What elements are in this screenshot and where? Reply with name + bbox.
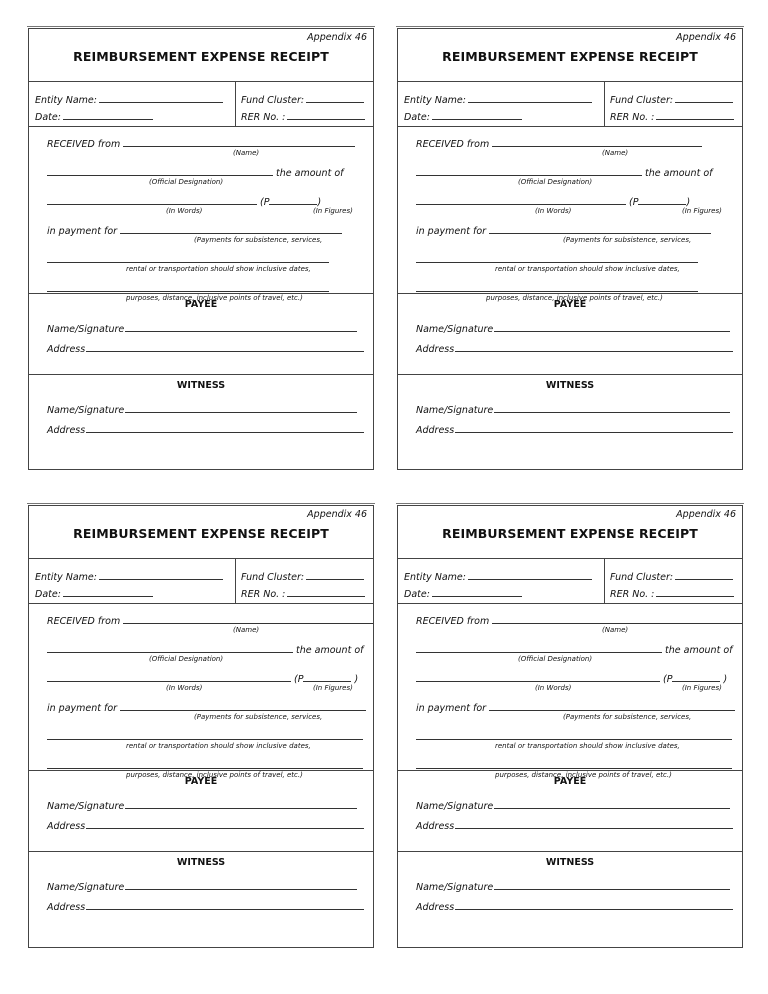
peso-open: (P bbox=[663, 674, 673, 685]
payment-note-3: purposes, distance, inclusive points of travel, etc.) bbox=[486, 294, 663, 302]
date-label: Date: bbox=[35, 112, 61, 123]
amount-words-field[interactable] bbox=[416, 672, 727, 685]
payee-address-field[interactable] bbox=[47, 342, 364, 355]
rer-number-label: RER No. : bbox=[241, 112, 286, 123]
words-caption: (In Words) bbox=[166, 207, 203, 215]
address-label: Address bbox=[416, 344, 455, 355]
witness-title: WITNESS bbox=[545, 380, 595, 391]
appendix-label: Appendix 46 bbox=[676, 32, 736, 43]
entity-name-field[interactable] bbox=[35, 93, 223, 106]
peso-close: ) bbox=[686, 197, 691, 208]
payment-note-2: rental or transportation should show inclusive dates, bbox=[126, 265, 311, 273]
witness-address-field[interactable] bbox=[47, 423, 364, 436]
received-from-field[interactable] bbox=[47, 614, 373, 627]
name-caption: (Name) bbox=[233, 626, 260, 634]
figures-caption: (In Figures) bbox=[682, 207, 722, 215]
receipt-body bbox=[29, 604, 373, 779]
meta-divider bbox=[235, 82, 236, 126]
date-label: Date: bbox=[404, 589, 430, 600]
payment-note-1: (Payments for subsistence, services, bbox=[563, 713, 692, 721]
payment-note-3: purposes, distance, inclusive points of travel, etc.) bbox=[126, 771, 303, 779]
receipt-body bbox=[398, 127, 742, 302]
fund-cluster-field[interactable] bbox=[610, 93, 733, 106]
figures-caption: (In Figures) bbox=[313, 684, 353, 692]
witness-name-signature-field[interactable] bbox=[416, 403, 730, 416]
payee-title: PAYEE bbox=[553, 299, 587, 310]
appendix-label: Appendix 46 bbox=[676, 509, 736, 520]
peso-open: (P bbox=[260, 197, 270, 208]
peso-open: (P bbox=[294, 674, 304, 685]
rer-number-field[interactable] bbox=[610, 587, 734, 600]
peso-close: ) bbox=[723, 674, 728, 685]
name-caption: (Name) bbox=[602, 626, 629, 634]
witness-section bbox=[398, 375, 742, 454]
receipt-title: REIMBURSEMENT EXPENSE RECEIPT bbox=[73, 526, 329, 541]
address-label: Address bbox=[47, 425, 86, 436]
receipt-title: REIMBURSEMENT EXPENSE RECEIPT bbox=[442, 49, 698, 64]
rer-number-label: RER No. : bbox=[241, 589, 286, 600]
receipt-form-4 bbox=[397, 505, 743, 948]
address-label: Address bbox=[416, 902, 455, 913]
amount-of-label: the amount of bbox=[276, 168, 344, 179]
payment-note-2: rental or transportation should show inclusive dates, bbox=[495, 265, 680, 273]
rer-number-field[interactable] bbox=[241, 110, 365, 123]
address-label: Address bbox=[47, 902, 86, 913]
date-field[interactable] bbox=[35, 110, 153, 123]
payment-note-1: (Payments for subsistence, services, bbox=[563, 236, 692, 244]
peso-close: ) bbox=[317, 197, 322, 208]
meta-divider bbox=[604, 82, 605, 126]
payee-section bbox=[29, 294, 373, 375]
payment-for-label: in payment for bbox=[47, 226, 118, 237]
name-signature-label: Name/Signature bbox=[47, 324, 125, 335]
rer-number-label: RER No. : bbox=[610, 112, 655, 123]
received-from-field[interactable] bbox=[416, 137, 702, 150]
witness-title: WITNESS bbox=[545, 857, 595, 868]
witness-section bbox=[29, 375, 373, 454]
name-signature-label: Name/Signature bbox=[416, 405, 494, 416]
payee-address-field[interactable] bbox=[47, 819, 364, 832]
fund-cluster-field[interactable] bbox=[241, 570, 364, 583]
date-label: Date: bbox=[404, 112, 430, 123]
payee-section bbox=[398, 294, 742, 375]
figures-caption: (In Figures) bbox=[682, 684, 722, 692]
entity-name-field[interactable] bbox=[404, 93, 592, 106]
witness-name-signature-field[interactable] bbox=[47, 403, 357, 416]
payment-note-2: rental or transportation should show inclusive dates, bbox=[126, 742, 311, 750]
rer-number-field[interactable] bbox=[241, 587, 365, 600]
received-from-field[interactable] bbox=[416, 614, 742, 627]
name-signature-label: Name/Signature bbox=[47, 801, 125, 812]
name-caption: (Name) bbox=[233, 149, 260, 157]
name-signature-label: Name/Signature bbox=[416, 882, 494, 893]
fund-cluster-label: Fund Cluster: bbox=[610, 572, 674, 583]
payment-for-label: in payment for bbox=[416, 703, 487, 714]
address-label: Address bbox=[416, 425, 455, 436]
amount-words-field[interactable] bbox=[47, 672, 358, 685]
received-from-label: RECEIVED from bbox=[47, 139, 121, 150]
date-field[interactable] bbox=[404, 587, 522, 600]
witness-section bbox=[29, 852, 373, 931]
receipt-title: REIMBURSEMENT EXPENSE RECEIPT bbox=[442, 526, 698, 541]
payment-for-label: in payment for bbox=[416, 226, 487, 237]
witness-address-field[interactable] bbox=[47, 900, 364, 913]
receipt-form-3 bbox=[28, 505, 374, 948]
meta-divider bbox=[604, 559, 605, 603]
payee-name-signature-field[interactable] bbox=[416, 322, 730, 335]
payment-note-3: purposes, distance, inclusive points of travel, etc.) bbox=[495, 771, 672, 779]
name-caption: (Name) bbox=[602, 149, 629, 157]
figures-caption: (In Figures) bbox=[313, 207, 353, 215]
appendix-label: Appendix 46 bbox=[307, 509, 367, 520]
witness-address-field[interactable] bbox=[416, 423, 733, 436]
date-label: Date: bbox=[35, 589, 61, 600]
entity-name-field[interactable] bbox=[35, 570, 223, 583]
witness-title: WITNESS bbox=[176, 380, 226, 391]
received-from-label: RECEIVED from bbox=[416, 139, 490, 150]
address-label: Address bbox=[47, 344, 86, 355]
entity-name-label: Entity Name: bbox=[35, 95, 97, 106]
payee-name-signature-field[interactable] bbox=[47, 322, 357, 335]
payee-section bbox=[29, 771, 373, 852]
receipt-meta bbox=[29, 82, 373, 127]
name-signature-label: Name/Signature bbox=[416, 801, 494, 812]
designation-caption: (Official Designation) bbox=[518, 655, 593, 663]
peso-close: ) bbox=[354, 674, 359, 685]
amount-of-label: the amount of bbox=[296, 645, 364, 656]
entity-name-label: Entity Name: bbox=[35, 572, 97, 583]
fund-cluster-label: Fund Cluster: bbox=[241, 572, 305, 583]
payee-name-signature-field[interactable] bbox=[416, 799, 730, 812]
name-signature-label: Name/Signature bbox=[416, 324, 494, 335]
rer-number-label: RER No. : bbox=[610, 589, 655, 600]
entity-name-label: Entity Name: bbox=[404, 95, 466, 106]
amount-of-label: the amount of bbox=[665, 645, 733, 656]
amount-of-label: the amount of bbox=[645, 168, 713, 179]
payment-note-2: rental or transportation should show inclusive dates, bbox=[495, 742, 680, 750]
designation-caption: (Official Designation) bbox=[518, 178, 593, 186]
witness-address-field[interactable] bbox=[416, 900, 733, 913]
receipt-header bbox=[29, 29, 373, 82]
payee-name-signature-field[interactable] bbox=[47, 799, 357, 812]
received-from-field[interactable] bbox=[47, 137, 355, 150]
entity-name-label: Entity Name: bbox=[404, 572, 466, 583]
received-from-label: RECEIVED from bbox=[416, 616, 490, 627]
receipt-meta bbox=[29, 559, 373, 604]
witness-section bbox=[398, 852, 742, 931]
rer-number-field[interactable] bbox=[610, 110, 734, 123]
payee-address-field[interactable] bbox=[416, 342, 733, 355]
payee-title: PAYEE bbox=[184, 776, 218, 787]
fund-cluster-label: Fund Cluster: bbox=[241, 95, 305, 106]
received-from-label: RECEIVED from bbox=[47, 616, 121, 627]
words-caption: (In Words) bbox=[535, 684, 572, 692]
receipt-form-2 bbox=[397, 28, 743, 470]
meta-divider bbox=[235, 559, 236, 603]
fund-cluster-label: Fund Cluster: bbox=[610, 95, 674, 106]
witness-name-signature-field[interactable] bbox=[416, 880, 730, 893]
address-label: Address bbox=[47, 821, 86, 832]
receipt-form-1 bbox=[28, 28, 374, 470]
payment-for-label: in payment for bbox=[47, 703, 118, 714]
receipt-body bbox=[398, 604, 742, 779]
receipt-header bbox=[29, 506, 373, 559]
receipt-header bbox=[398, 506, 742, 559]
payee-title: PAYEE bbox=[553, 776, 587, 787]
name-signature-label: Name/Signature bbox=[47, 882, 125, 893]
date-field[interactable] bbox=[35, 587, 153, 600]
receipt-body bbox=[29, 127, 373, 302]
designation-caption: (Official Designation) bbox=[149, 655, 224, 663]
receipt-meta bbox=[398, 559, 742, 604]
payee-section bbox=[398, 771, 742, 852]
designation-caption: (Official Designation) bbox=[149, 178, 224, 186]
name-signature-label: Name/Signature bbox=[47, 405, 125, 416]
address-label: Address bbox=[416, 821, 455, 832]
words-caption: (In Words) bbox=[535, 207, 572, 215]
payment-note-1: (Payments for subsistence, services, bbox=[194, 713, 323, 721]
peso-open: (P bbox=[629, 197, 639, 208]
payment-note-3: purposes, distance, inclusive points of travel, etc.) bbox=[126, 294, 303, 302]
fund-cluster-field[interactable] bbox=[241, 93, 364, 106]
receipt-title: REIMBURSEMENT EXPENSE RECEIPT bbox=[73, 49, 329, 64]
fund-cluster-field[interactable] bbox=[610, 570, 733, 583]
appendix-label: Appendix 46 bbox=[307, 32, 367, 43]
payee-title: PAYEE bbox=[184, 299, 218, 310]
receipt-header bbox=[398, 29, 742, 82]
payment-note-1: (Payments for subsistence, services, bbox=[194, 236, 323, 244]
receipt-meta bbox=[398, 82, 742, 127]
words-caption: (In Words) bbox=[166, 684, 203, 692]
entity-name-field[interactable] bbox=[404, 570, 592, 583]
witness-title: WITNESS bbox=[176, 857, 226, 868]
date-field[interactable] bbox=[404, 110, 522, 123]
payee-address-field[interactable] bbox=[416, 819, 733, 832]
witness-name-signature-field[interactable] bbox=[47, 880, 357, 893]
